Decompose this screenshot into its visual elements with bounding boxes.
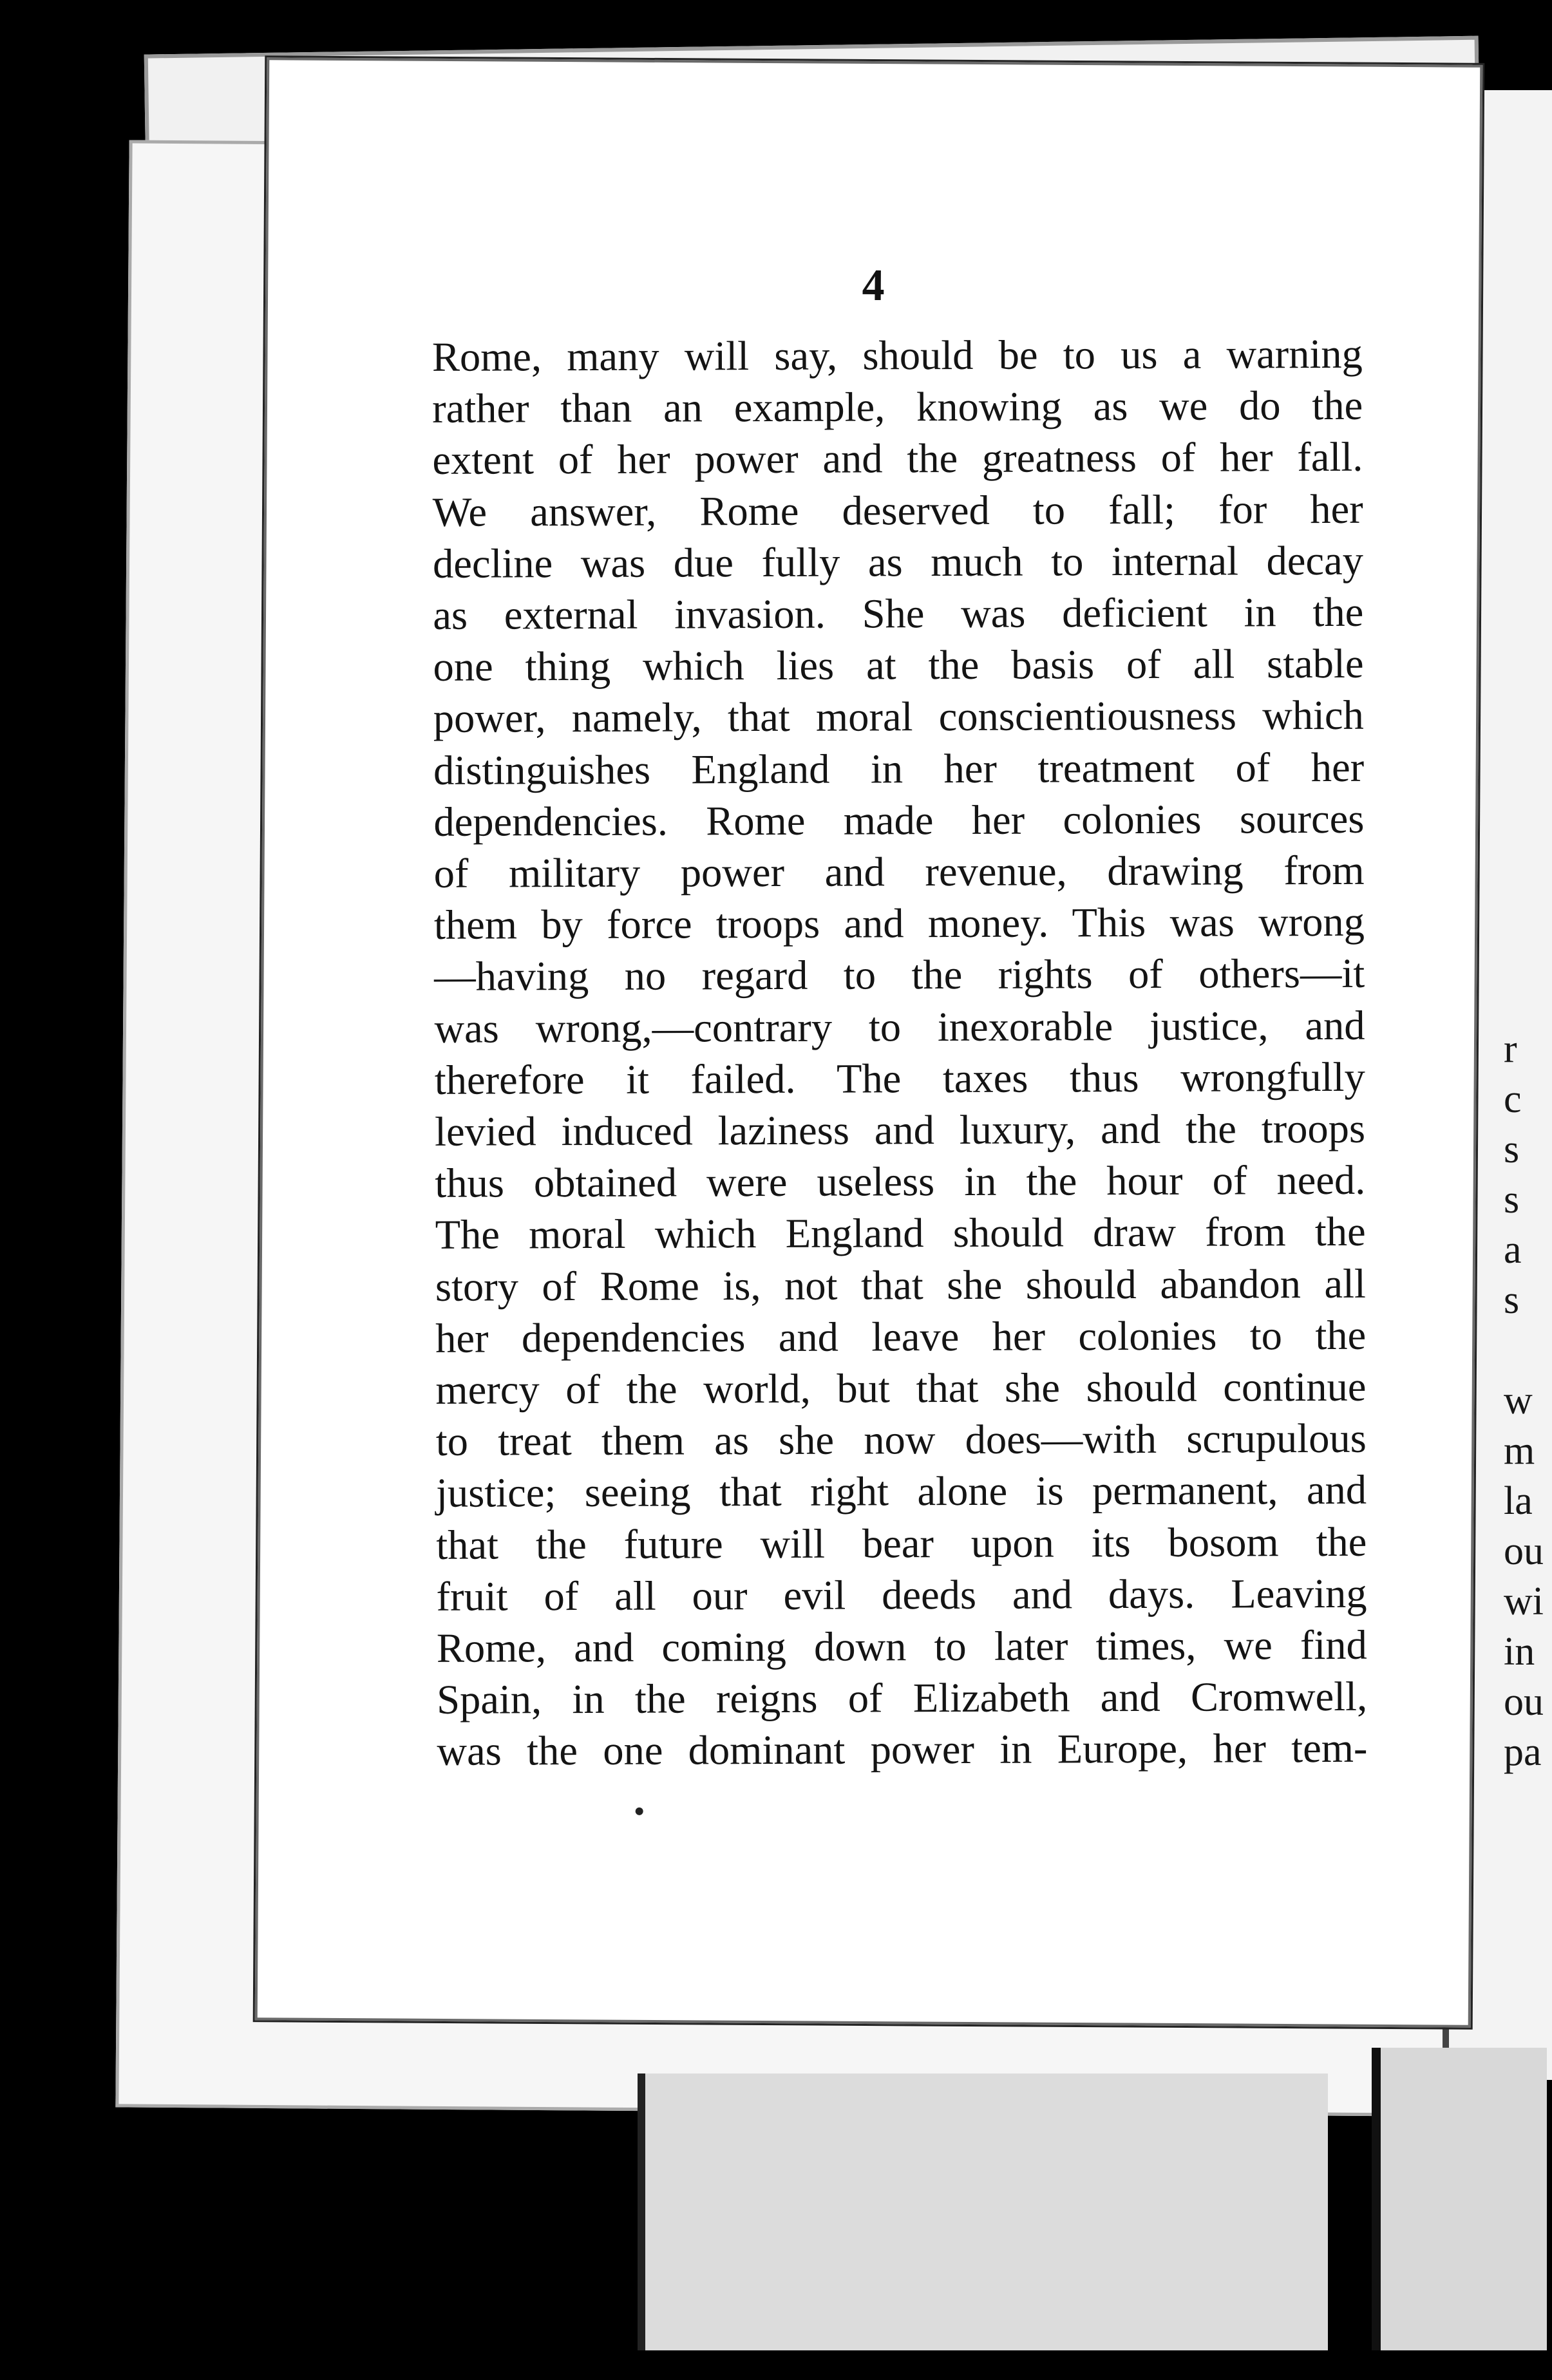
text-line: therefore it failed. The taxes thus wrongfully — [434, 1053, 1365, 1103]
text-line: Rome, many will say, should be to us a warning — [431, 330, 1363, 380]
fragment-text: c — [1504, 1077, 1522, 1121]
fragment-text: in — [1504, 1630, 1535, 1674]
fragment-text: la — [1504, 1479, 1533, 1523]
text-line: extent of her power and the greatness of her fall. — [432, 434, 1363, 484]
text-line: levied induced laziness and luxury, and the troops — [434, 1105, 1366, 1155]
text-line: to treat them as she now does—with scrupulous — [435, 1415, 1367, 1465]
text-line: as external invasion. She was deficient in the — [433, 589, 1364, 638]
fragment-text: ou — [1504, 1529, 1544, 1573]
text-line: mercy of the world, but that she should continue — [435, 1363, 1367, 1413]
background-sheet-bottom — [638, 2073, 1328, 2350]
fragment-text: s — [1504, 1178, 1520, 1222]
text-line: distinguishes England in her treatment of her — [433, 744, 1365, 793]
body-text — [432, 328, 1368, 1778]
page-number: 4 — [862, 260, 885, 311]
text-line: justice; seeing that right alone is permanent, and — [435, 1467, 1367, 1516]
ink-speck — [636, 1808, 643, 1815]
text-line: —having no regard to the rights of others—it — [434, 950, 1365, 1000]
text-line: The moral which England should draw from the — [435, 1209, 1366, 1258]
text-line: that the future will bear upon its bosom the — [436, 1518, 1367, 1568]
fragment-text: s — [1504, 1128, 1520, 1171]
text-line: her dependencies and leave her colonies to the — [435, 1312, 1367, 1361]
next-page-fragments — [1504, 1024, 1542, 1777]
fragment-text: ou — [1504, 1680, 1544, 1724]
fragment-text: wi — [1504, 1580, 1544, 1623]
text-line: Spain, in the reigns of Elizabeth and Cromwell, — [437, 1674, 1368, 1723]
fragment-text: s — [1504, 1278, 1520, 1322]
fragment-text: r — [1504, 1027, 1517, 1071]
text-line: story of Rome is, not that she should abandon all — [435, 1260, 1367, 1310]
fragment-text: w — [1504, 1379, 1533, 1422]
text-line: rather than an example, knowing as we do the — [432, 382, 1363, 432]
text-line: We answer, Rome deserved to fall; for her — [432, 486, 1363, 535]
text-line: power, namely, that moral conscientiousness which — [433, 692, 1364, 742]
fragment-text: a — [1504, 1228, 1522, 1272]
text-line: was wrong,—contrary to inexorable justice, and — [434, 1002, 1365, 1052]
text-line: was the one dominant power in Europe, her tem- — [437, 1725, 1368, 1775]
text-line: decline was due fully as much to internal decay — [432, 537, 1364, 587]
text-line: of military power and revenue, drawing from — [433, 847, 1365, 896]
text-line: them by force troops and money. This was wrong — [433, 899, 1365, 949]
background-sheet-bottom-right — [1372, 2048, 1547, 2350]
text-line: thus obtained were useless in the hour of need. — [435, 1157, 1366, 1207]
text-line: fruit of all our evil deeds and days. Leaving — [436, 1570, 1367, 1620]
text-line: one thing which lies at the basis of all stable — [433, 641, 1364, 690]
text-line: dependencies. Rome made her colonies sources — [433, 795, 1365, 845]
text-line: Rome, and coming down to later times, we find — [436, 1621, 1367, 1671]
book-page — [255, 57, 1483, 2027]
fragment-text: pa — [1504, 1730, 1542, 1774]
fragment-text: m — [1504, 1429, 1535, 1473]
